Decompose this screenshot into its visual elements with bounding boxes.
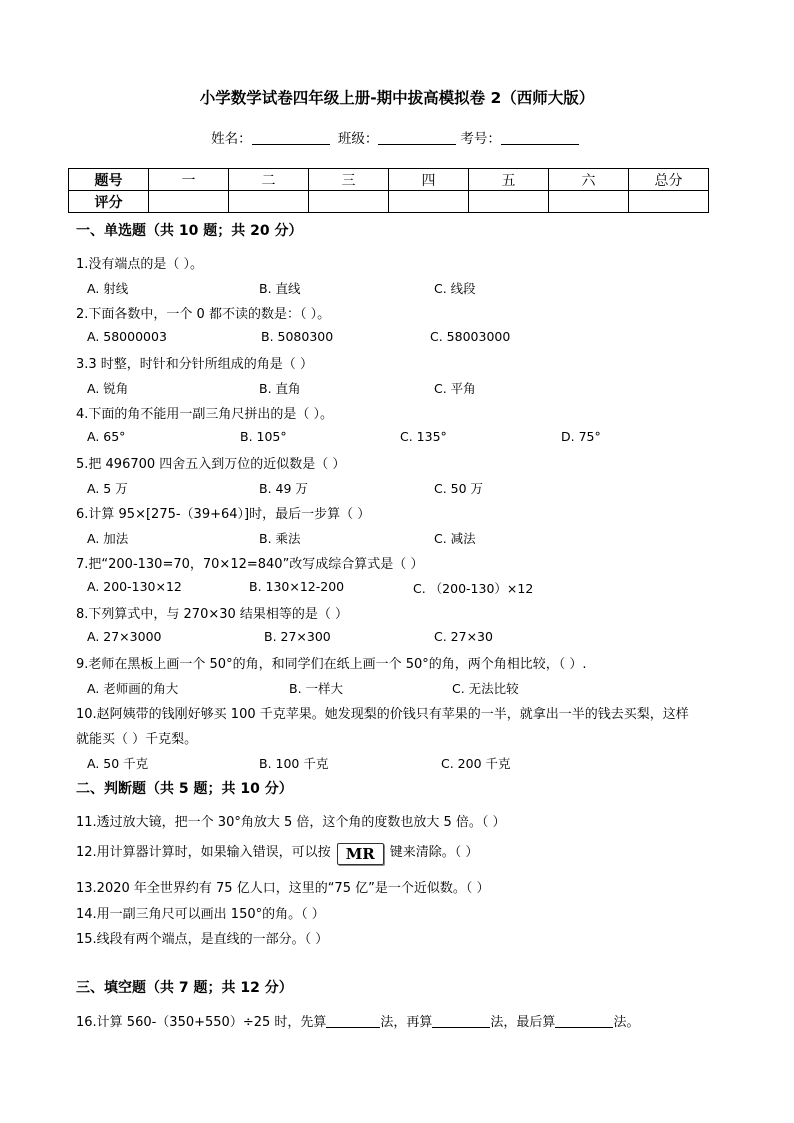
exam-label: 考号： xyxy=(460,131,501,147)
option[interactable]: A. 5 万 xyxy=(87,481,128,496)
question-10-line-1: 10.赵阿姨带的钱刚好够买 100 千克苹果。她发现梨的价钱只有苹果的一半，就拿出一半的钱去买梨，这样 xyxy=(76,707,689,722)
exam-blank[interactable] xyxy=(501,130,579,145)
class-blank[interactable] xyxy=(378,130,456,145)
option[interactable]: A. 加法 xyxy=(87,531,129,546)
option[interactable]: B. 5080300 xyxy=(261,329,334,344)
option[interactable]: B. 直角 xyxy=(259,381,301,396)
question-3: 3.3 时整，时针和分针所组成的角是（ ） xyxy=(76,357,313,372)
option[interactable]: C. 无法比较 xyxy=(452,681,519,696)
option[interactable]: C. 27×30 xyxy=(434,629,493,644)
score-cell: 一 xyxy=(149,169,229,191)
score-entry[interactable] xyxy=(629,191,709,213)
option[interactable]: A. 58000003 xyxy=(87,329,167,344)
option[interactable]: C. 平角 xyxy=(434,381,476,396)
option[interactable]: A. 200-130×12 xyxy=(87,579,182,594)
student-info xyxy=(0,127,794,147)
question-13: 13.2020 年全世界约有 75 亿人口，这里的“75 亿”是一个近似数。（ ） xyxy=(76,881,490,896)
name-label: 姓名： xyxy=(211,131,252,147)
option[interactable]: C. 200 千克 xyxy=(441,756,511,771)
question-12-text-end: 键来清除。（ ） xyxy=(389,845,479,860)
option[interactable]: B. 105° xyxy=(240,429,287,444)
name-blank[interactable] xyxy=(252,130,330,145)
question-14: 14.用一副三角尺可以画出 150°的角。（ ） xyxy=(76,907,325,922)
option[interactable]: C. 135° xyxy=(400,429,447,444)
option[interactable]: A. 锐角 xyxy=(87,381,129,396)
question-10-line-2: 就能买（ ）千克梨。 xyxy=(76,732,198,747)
option[interactable]: D. 75° xyxy=(561,429,601,444)
question-16-text: 法。 xyxy=(613,1015,640,1030)
option[interactable]: B. 130×12-200 xyxy=(249,579,345,594)
option[interactable]: A. 射线 xyxy=(87,281,129,296)
score-cell: 总分 xyxy=(629,169,709,191)
option[interactable]: A. 老师画的角大 xyxy=(87,681,179,696)
score-entry[interactable] xyxy=(469,191,549,213)
section-heading-fill-in: 三、填空题（共 7 题；共 12 分） xyxy=(76,980,293,996)
score-cell: 四 xyxy=(389,169,469,191)
option[interactable]: A. 50 千克 xyxy=(87,756,149,771)
score-table-header-row xyxy=(69,169,709,191)
option[interactable]: B. 100 千克 xyxy=(259,756,329,771)
question-16 xyxy=(76,1011,639,1030)
question-11: 11.透过放大镜，把一个 30°角放大 5 倍，这个角的度数也放大 5 倍。（ ） xyxy=(76,815,506,830)
question-16-text: 16.计算 560-（350+550）÷25 时，先算 xyxy=(76,1015,327,1030)
question-16-text: 法，最后算 xyxy=(490,1015,556,1030)
option[interactable]: B. 直线 xyxy=(259,281,301,296)
question-16-text: 法，再算 xyxy=(380,1015,433,1030)
option[interactable]: B. 49 万 xyxy=(259,481,308,496)
score-cell: 三 xyxy=(309,169,389,191)
score-cell: 六 xyxy=(549,169,629,191)
question-4: 4.下面的角不能用一副三角尺拼出的是（ ）。 xyxy=(76,407,334,422)
option[interactable]: B. 27×300 xyxy=(264,629,331,644)
mr-key-icon: MR xyxy=(337,843,384,865)
page-title: 小学数学试卷四年级上册-期中拔高模拟卷 2（西师大版） xyxy=(199,89,595,107)
question-5: 5.把 496700 四舍五入到万位的近似数是（ ） xyxy=(76,457,346,472)
option[interactable]: A. 65° xyxy=(87,429,126,444)
question-7: 7.把“200-130=70，70×12=840”改写成综合算式是（ ） xyxy=(76,557,424,572)
score-row-label: 评分 xyxy=(69,191,149,213)
question-9: 9.老师在黑板上画一个 50°的角，和同学们在纸上画一个 50°的角，两个角相比较，（ ）. xyxy=(76,657,587,672)
option[interactable]: A. 27×3000 xyxy=(87,629,162,644)
answer-blank[interactable] xyxy=(326,1014,380,1028)
score-cell: 二 xyxy=(229,169,309,191)
score-table xyxy=(68,168,709,213)
option[interactable]: C. 线段 xyxy=(434,281,476,296)
question-2: 2.下面各数中，一个 0 都不读的数是：（ ）。 xyxy=(76,307,331,322)
score-cell: 题号 xyxy=(69,169,149,191)
score-table-score-row xyxy=(69,191,709,213)
question-6: 6.计算 95×[275-（39+64）]时，最后一步算（ ） xyxy=(76,507,371,522)
score-entry[interactable] xyxy=(149,191,229,213)
question-1: 1.没有端点的是（ ）。 xyxy=(76,257,204,272)
option[interactable]: C. 50 万 xyxy=(434,481,484,496)
section-heading-true-false: 二、判断题（共 5 题；共 10 分） xyxy=(76,781,293,797)
score-cell: 五 xyxy=(469,169,549,191)
option[interactable]: B. 乘法 xyxy=(259,531,301,546)
score-entry[interactable] xyxy=(229,191,309,213)
answer-blank[interactable] xyxy=(555,1014,613,1028)
option[interactable]: C. 减法 xyxy=(434,531,476,546)
score-entry[interactable] xyxy=(309,191,389,213)
option[interactable]: C. 58003000 xyxy=(430,329,511,344)
class-label: 班级： xyxy=(337,131,379,147)
option[interactable]: B. 一样大 xyxy=(289,681,344,696)
section-heading-single-choice: 一、单选题（共 10 题；共 20 分） xyxy=(76,223,303,239)
answer-blank[interactable] xyxy=(432,1014,490,1028)
question-12 xyxy=(76,841,478,865)
option[interactable]: C. （200-130）×12 xyxy=(413,581,534,596)
question-12-text: 12.用计算器计算时，如果输入错误，可以按 xyxy=(76,845,331,860)
score-entry[interactable] xyxy=(549,191,629,213)
score-entry[interactable] xyxy=(389,191,469,213)
question-15: 15.线段有两个端点，是直线的一部分。（ ） xyxy=(76,932,329,947)
question-8: 8.下列算式中，与 270×30 结果相等的是（ ） xyxy=(76,607,349,622)
